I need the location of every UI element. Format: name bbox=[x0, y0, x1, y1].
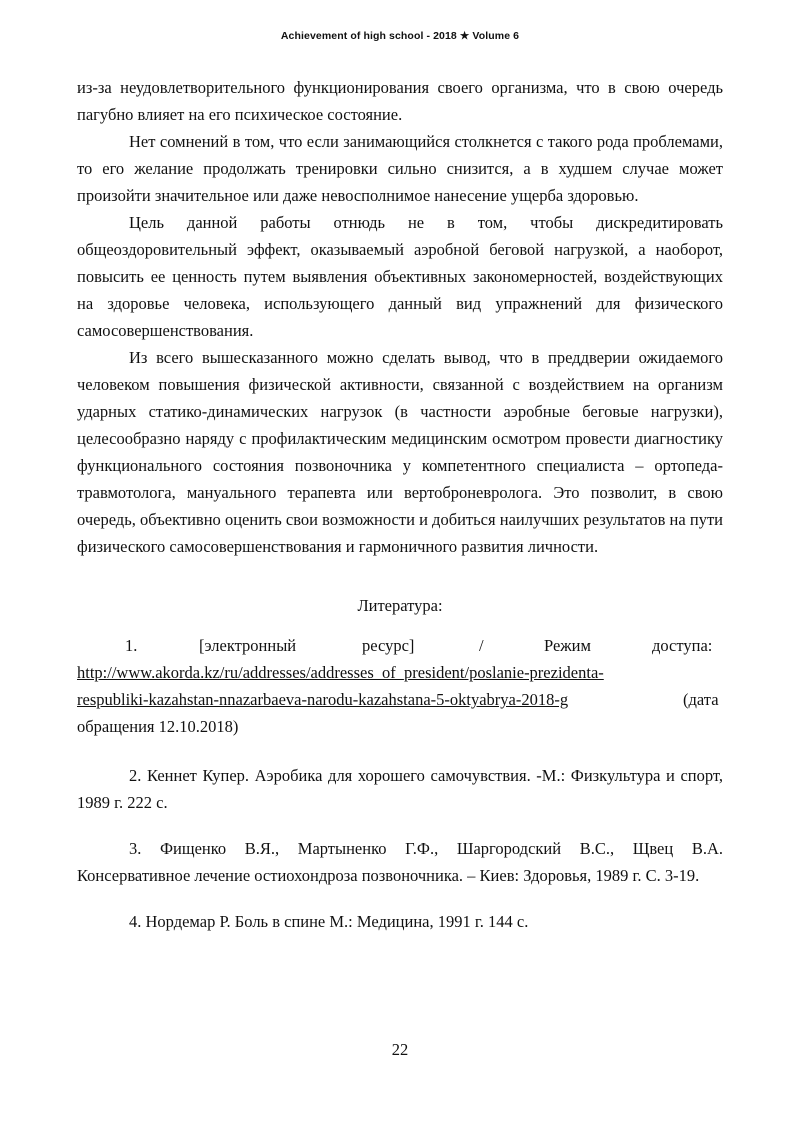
reference-1-line-4 bbox=[77, 713, 723, 740]
reference-word: доступа: bbox=[652, 636, 713, 655]
reference-date-label: (дата bbox=[683, 690, 719, 709]
reference-item-3: 3. Фищенко В.Я., Мартыненко Г.Ф., Шаргородский В.С., Щвец В.А. Консервативное лечение остиохондроза позвоночника. – Киев: Здоровья, 1989 г. С. 3-19. bbox=[77, 839, 723, 885]
document-body bbox=[77, 74, 723, 935]
paragraph: Нет сомнений в том, что если занимающийся столкнется с такого рода проблемами, то его желание продолжать тренировки сильно снизится, а в худшем случае может произойти значительное или даже невосполнимое нанесение ущерба здоровью. bbox=[77, 132, 723, 205]
reference-url-link-part-2[interactable]: respubliki-kazahstan-nnazarbaeva-narodu-kazahstana-5-oktyabrya-2018-g bbox=[77, 690, 569, 709]
reference-1-line-1 bbox=[77, 632, 723, 659]
reference-number: 1. bbox=[125, 636, 138, 655]
paragraph: Из всего вышесказанного можно сделать вывод, что в преддверии ожидаемого человеком повышения физической активности, связанной с воздействием на организм ударных статико-динамических нагрузок (в частности аэробные беговые нагрузки), целесообразно наряду с профилактическим медицинским осмотром провести диагностику функционального состояния позвоночника у компетентного специалиста – ортопеда-травмотолога, мануального терапевта или вертоброневролога. Это позволит, в свою очередь, объективно оценить свои возможности и добиться наилучших результатов на пути физического самосовершенствования и гармоничного развития личности. bbox=[77, 348, 723, 556]
reference-url-link-part-1[interactable]: http://www.akorda.kz/ru/addresses/addresses_of_president/poslanie-prezidenta- bbox=[77, 663, 604, 682]
reference-item-1 bbox=[77, 632, 723, 746]
reference-word: Режим bbox=[544, 636, 591, 655]
reference-word: / bbox=[479, 636, 484, 655]
paragraph: Цель данной работы отнюдь не в том, чтобы дискредитировать общеоздоровительный эффект, оказываемый аэробной беговой нагрузкой, а наоборот, повысить ее ценность путем выявления объективных закономерностей, воздействующих на здоровье человека, использующего данный вид упражнений для физического самосовершенствования. bbox=[77, 213, 723, 340]
reference-item-4: 4. Нордемар Р. Боль в спине М.: Медицина, 1991 г. 144 с. bbox=[129, 912, 529, 931]
running-header: Achievement of high school - 2018 ★ Volume 6 bbox=[280, 30, 520, 42]
reference-item-2: 2. Кеннет Купер. Аэробика для хорошего самочувствия. -М.: Физкультура и спорт, 1989 г. 222 с. bbox=[77, 766, 723, 812]
reference-word: [электронный bbox=[199, 636, 297, 655]
reference-1-line-3 bbox=[77, 686, 723, 713]
reference-1-line-2 bbox=[77, 659, 723, 686]
paragraph-continuation: из-за неудовлетворительного функционирования своего организма, что в свою очередь пагубно влияет на его психическое состояние. bbox=[77, 78, 723, 124]
references-title: Литература: bbox=[357, 596, 443, 615]
page-number: 22 bbox=[391, 1040, 409, 1059]
reference-access-date: обращения 12.10.2018) bbox=[77, 717, 239, 736]
reference-word: ресурс] bbox=[362, 636, 415, 655]
